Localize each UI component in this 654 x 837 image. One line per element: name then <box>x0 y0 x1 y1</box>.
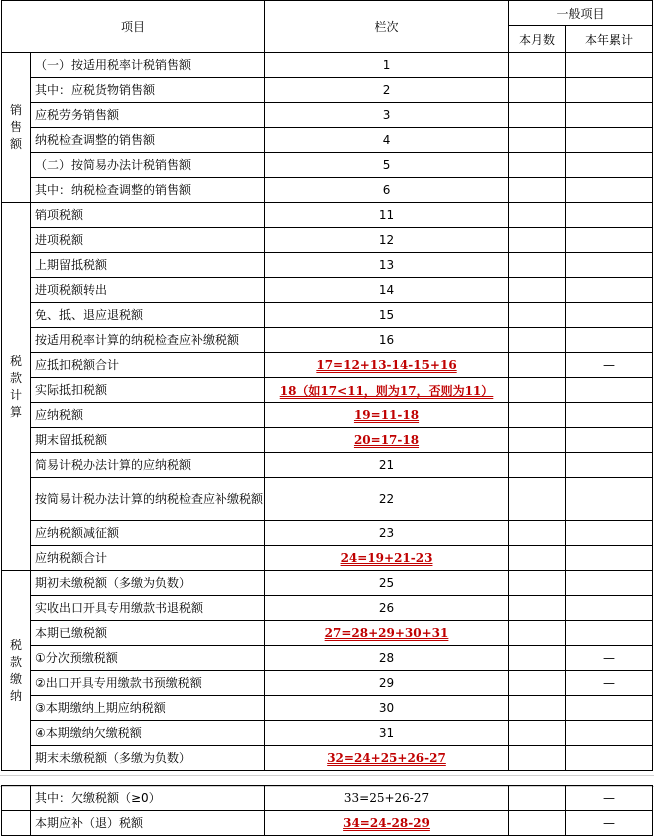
row-formula: 27=28+29+30+31 <box>324 626 449 640</box>
header-column-no: 栏次 <box>265 1 509 53</box>
row-this-month <box>509 228 566 253</box>
row-item-label: ①分次预缴税额 <box>31 646 265 671</box>
row-this-month <box>509 546 566 571</box>
row-this-month <box>509 53 566 78</box>
row-column-no <box>265 521 509 546</box>
table-row <box>2 621 653 646</box>
row-this-month <box>509 178 566 203</box>
row-year-total <box>566 253 653 278</box>
row-this-month <box>509 671 566 696</box>
row-column-value: 1 <box>382 58 391 72</box>
row-this-month <box>509 521 566 546</box>
row-year-total <box>566 228 653 253</box>
row-column-no <box>265 103 509 128</box>
row-item-label: 期初未缴税额（多缴为负数） <box>31 571 265 596</box>
row-column-no <box>265 53 509 78</box>
table-row <box>2 428 653 453</box>
category-char: 税 <box>9 353 22 368</box>
table-row <box>2 78 653 103</box>
table-row <box>2 178 653 203</box>
table-row <box>2 721 653 746</box>
row-column-value: 31 <box>378 726 395 740</box>
row-category-blank <box>2 786 31 811</box>
table-row <box>2 403 653 428</box>
table-row <box>2 128 653 153</box>
row-item-label: 纳税检查调整的销售额 <box>31 128 265 153</box>
row-this-month <box>509 103 566 128</box>
row-column-no <box>265 596 509 621</box>
row-this-month <box>509 153 566 178</box>
row-column-no <box>265 278 509 303</box>
row-year-total <box>566 178 653 203</box>
table-row <box>2 786 653 811</box>
category-char: 缴 <box>9 671 22 686</box>
row-column-value: 5 <box>382 158 391 172</box>
row-year-total: — <box>566 811 653 836</box>
table-row <box>2 253 653 278</box>
category-char: 算 <box>9 404 22 419</box>
row-item-label: 按适用税率计算的纳税检查应补缴税额 <box>31 328 265 353</box>
table-row <box>2 696 653 721</box>
row-year-total: — <box>566 671 653 696</box>
row-item-label: 其中：欠缴税额（≥0） <box>31 786 265 811</box>
row-column-no <box>265 78 509 103</box>
row-year-total <box>566 328 653 353</box>
row-item-label: 进项税额 <box>31 228 265 253</box>
row-this-month <box>509 353 566 378</box>
row-item-label: 进项税额转出 <box>31 278 265 303</box>
table-row <box>2 353 653 378</box>
table-row <box>2 596 653 621</box>
row-category-blank <box>2 811 31 836</box>
row-item-label: 实际抵扣税额 <box>31 378 265 403</box>
header-this-month: 本月数 <box>509 26 566 53</box>
row-column-value: 4 <box>382 133 391 147</box>
tax-return-table <box>1 0 653 771</box>
table-row <box>2 453 653 478</box>
category-char: 售 <box>9 120 22 134</box>
table-row <box>2 478 653 521</box>
row-item-label: 本期应补（退）税额 <box>31 811 265 836</box>
row-item-label: 简易计税办法计算的应纳税额 <box>31 453 265 478</box>
table-row <box>2 278 653 303</box>
row-this-month <box>509 746 566 771</box>
row-this-month <box>509 453 566 478</box>
row-formula: 19=11-18 <box>353 408 420 422</box>
row-column-value: 30 <box>378 701 395 715</box>
row-column-value: 15 <box>378 308 395 322</box>
row-item-label: 应抵扣税额合计 <box>31 353 265 378</box>
row-column-value: 29 <box>378 676 395 690</box>
row-this-month <box>509 571 566 596</box>
row-item-label: 期末未缴税额（多缴为负数） <box>31 746 265 771</box>
category-tax-payment <box>2 571 31 771</box>
category-char: 款 <box>9 654 22 669</box>
row-this-month <box>509 721 566 746</box>
category-char: 额 <box>9 137 22 151</box>
row-item-label: 应税劳务销售额 <box>31 103 265 128</box>
row-item-label: 期末留抵税额 <box>31 428 265 453</box>
table-row <box>2 328 653 353</box>
row-column-no <box>265 428 509 453</box>
row-item-label: ②出口开具专用缴款书预缴税额 <box>31 671 265 696</box>
category-char: 税 <box>9 637 22 652</box>
row-column-no <box>265 746 509 771</box>
row-column-no <box>265 328 509 353</box>
row-year-total <box>566 128 653 153</box>
row-column-value: 25 <box>378 576 395 590</box>
row-year-total <box>566 303 653 328</box>
row-year-total <box>566 453 653 478</box>
row-column-value: 11 <box>378 208 395 222</box>
header-year-total: 本年累计 <box>566 26 653 53</box>
table-row <box>2 203 653 228</box>
row-this-month <box>509 128 566 153</box>
row-item-label: （一）按适用税率计税销售额 <box>31 53 265 78</box>
row-this-month <box>509 403 566 428</box>
row-column-value: 26 <box>378 601 395 615</box>
row-year-total <box>566 153 653 178</box>
row-this-month <box>509 378 566 403</box>
row-item-label: 实收出口开具专用缴款书退税额 <box>31 596 265 621</box>
row-column-value: 12 <box>378 233 395 247</box>
category-char: 销 <box>9 103 22 117</box>
row-year-total <box>566 53 653 78</box>
row-column-value: 21 <box>378 458 395 472</box>
row-year-total <box>566 428 653 453</box>
row-column-no <box>265 253 509 278</box>
row-column-no <box>265 786 509 811</box>
row-column-no <box>265 378 509 403</box>
row-column-no <box>265 203 509 228</box>
row-column-no <box>265 546 509 571</box>
row-column-value: 2 <box>382 83 391 97</box>
row-column-no <box>265 811 509 836</box>
row-year-total <box>566 621 653 646</box>
row-item-label: 销项税额 <box>31 203 265 228</box>
row-formula: 34=24-28-29 <box>343 816 430 830</box>
row-item-label: （二）按简易办法计税销售额 <box>31 153 265 178</box>
row-this-month <box>509 78 566 103</box>
row-column-value: 14 <box>378 283 395 297</box>
row-this-month <box>509 278 566 303</box>
header-general: 一般项目 <box>509 1 653 26</box>
row-this-month <box>509 811 566 836</box>
row-column-no <box>265 571 509 596</box>
table-row <box>2 746 653 771</box>
category-char: 计 <box>9 387 22 402</box>
row-this-month <box>509 253 566 278</box>
row-year-total <box>566 403 653 428</box>
row-column-value: 22 <box>378 492 395 506</box>
row-this-month <box>509 596 566 621</box>
row-year-total <box>566 478 653 521</box>
row-this-month <box>509 478 566 521</box>
row-item-label: 其中：应税货物销售额 <box>31 78 265 103</box>
category-sales <box>2 53 31 203</box>
row-this-month <box>509 428 566 453</box>
row-year-total <box>566 546 653 571</box>
category-tax-calc <box>2 203 31 571</box>
row-year-total <box>566 571 653 596</box>
row-column-no <box>265 228 509 253</box>
row-year-total <box>566 696 653 721</box>
row-item-label: ③本期缴纳上期应纳税额 <box>31 696 265 721</box>
row-year-total: — <box>566 353 653 378</box>
row-this-month <box>509 696 566 721</box>
row-year-total <box>566 203 653 228</box>
table-row <box>2 671 653 696</box>
row-formula: 24=19+21-23 <box>340 551 433 565</box>
row-column-value: 13 <box>378 258 395 272</box>
row-column-value: 6 <box>382 183 391 197</box>
row-item-label: 上期留抵税额 <box>31 253 265 278</box>
row-column-no <box>265 478 509 521</box>
row-formula: 17=12+13-14-15+16 <box>316 358 457 372</box>
row-year-total <box>566 596 653 621</box>
tax-return-table-continued <box>1 785 653 836</box>
row-column-value: 16 <box>378 333 395 347</box>
row-item-label: 应纳税额 <box>31 403 265 428</box>
row-column-value: 3 <box>382 108 391 122</box>
table-row <box>2 153 653 178</box>
row-year-total <box>566 746 653 771</box>
header-item: 项目 <box>2 1 265 53</box>
table-row <box>2 811 653 836</box>
row-column-no <box>265 721 509 746</box>
row-year-total <box>566 521 653 546</box>
row-year-total <box>566 103 653 128</box>
row-item-label: 免、抵、退应退税额 <box>31 303 265 328</box>
row-year-total <box>566 721 653 746</box>
row-column-no <box>265 403 509 428</box>
row-item-label: 按简易计税办法计算的纳税检查应补缴税额 <box>31 478 265 521</box>
table-row <box>2 571 653 596</box>
row-formula: 32=24+25+26-27 <box>327 751 446 765</box>
row-column-no <box>265 153 509 178</box>
row-year-total <box>566 378 653 403</box>
table-row <box>2 646 653 671</box>
row-this-month <box>509 621 566 646</box>
row-column-value: 28 <box>378 651 395 665</box>
table-row <box>2 378 653 403</box>
row-column-no <box>265 178 509 203</box>
table-row <box>2 228 653 253</box>
row-column-no <box>265 303 509 328</box>
row-column-no <box>265 671 509 696</box>
row-year-total <box>566 278 653 303</box>
row-column-value: 23 <box>378 526 395 540</box>
row-item-label: ④本期缴纳欠缴税额 <box>31 721 265 746</box>
table-row <box>2 303 653 328</box>
category-char: 款 <box>9 370 22 385</box>
row-year-total: — <box>566 786 653 811</box>
row-formula: 18（如17<11，则为17，否则为11） <box>279 383 494 398</box>
row-this-month <box>509 646 566 671</box>
row-this-month <box>509 328 566 353</box>
row-item-label: 本期已缴税额 <box>31 621 265 646</box>
row-this-month <box>509 786 566 811</box>
table-row <box>2 103 653 128</box>
row-column-no <box>265 453 509 478</box>
row-year-total: — <box>566 646 653 671</box>
row-this-month <box>509 203 566 228</box>
table-row <box>2 53 653 78</box>
row-column-no <box>265 128 509 153</box>
row-item-label: 应纳税额合计 <box>31 546 265 571</box>
row-item-label: 其中：纳税检查调整的销售额 <box>31 178 265 203</box>
row-item-label: 应纳税额减征额 <box>31 521 265 546</box>
row-column-value: 33=25+26-27 <box>343 791 430 805</box>
row-column-no <box>265 646 509 671</box>
row-column-no <box>265 696 509 721</box>
row-this-month <box>509 303 566 328</box>
row-formula: 20=17-18 <box>353 433 420 447</box>
table-row <box>2 521 653 546</box>
category-char: 纳 <box>9 688 22 703</box>
table-row <box>2 546 653 571</box>
row-column-no <box>265 353 509 378</box>
row-column-no <box>265 621 509 646</box>
row-year-total <box>566 78 653 103</box>
